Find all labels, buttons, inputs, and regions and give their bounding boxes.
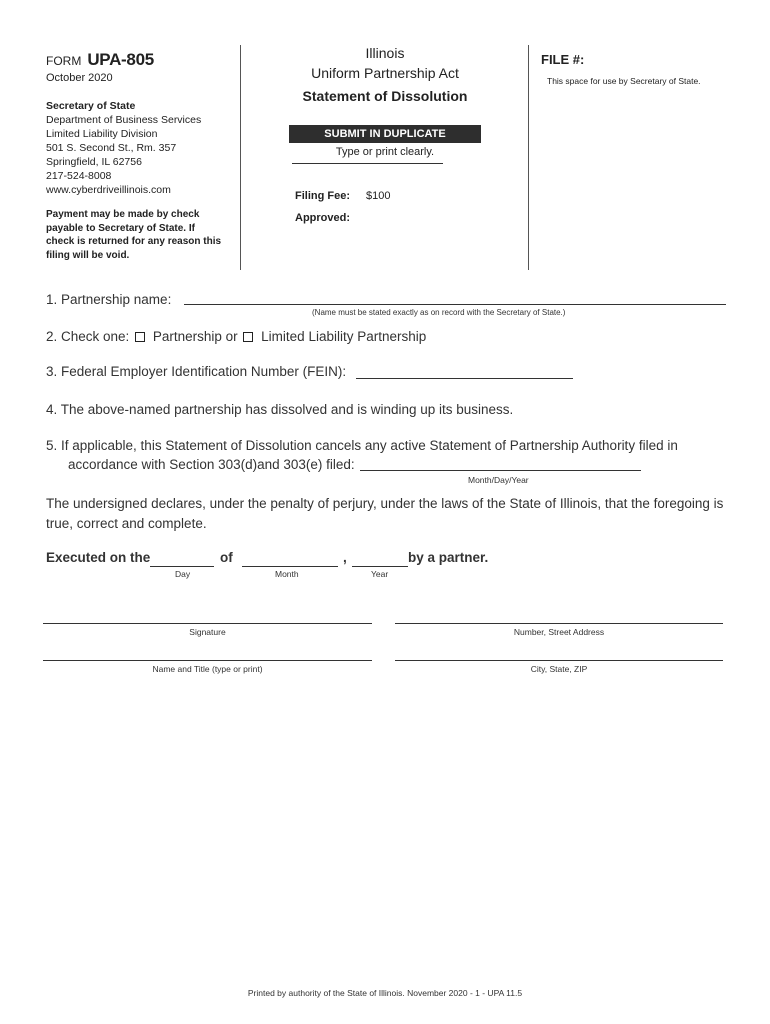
divider-left [240,45,241,270]
item-2-option-2: Limited Liability Partnership [261,329,427,344]
month-label: Month [275,569,299,579]
signature-label: Signature [189,627,226,637]
submit-banner: SUBMIT IN DUPLICATE [289,125,481,143]
act-title: Uniform Partnership Act [311,65,459,81]
sos-line: 217-524-8008 [46,170,112,182]
sopa-date-field[interactable] [360,470,641,471]
signature-field[interactable] [43,623,372,624]
payment-note: Payment may be made by check payable to Secretary of State. If check is returned for any reason this filing will be void. [46,209,222,261]
declaration-text: The undersigned declares, under the penalty of perjury, under the laws of the State of Illinois, that the foregoing is true, correct and complete. [46,496,724,531]
footer-text: Printed by authority of the State of Illinois. November 2020 - 1 - UPA 11.5 [247,988,523,998]
street-address-field[interactable] [395,623,723,624]
sos-address-block [46,99,236,197]
item-2-prefix: 2. Check one: [46,329,130,344]
executed-suffix: by a partner. [408,550,489,565]
executed-comma: , [343,550,347,565]
type-print-note: Type or print clearly. [335,146,435,158]
item-3-label: 3. Federal Employer Identification Number (FEIN): [46,364,347,379]
llp-checkbox[interactable] [243,332,253,342]
item-5-note: Month/Day/Year [468,475,529,485]
name-title-field[interactable] [43,660,372,661]
executed-of: of [220,550,233,565]
form-date: October 2020 [46,72,113,84]
year-field[interactable] [352,566,408,567]
name-title-label: Name and Title (type or print) [152,664,263,674]
executed-prefix: Executed on the [46,550,151,565]
sos-line: Limited Liability Division [46,128,158,140]
approved-label: Approved: [295,212,350,224]
sos-website: www.cyberdriveillinois.com [46,184,171,196]
partnership-name-field[interactable] [184,304,726,305]
type-print-rule [292,163,443,164]
form-number: UPA-805 [87,50,154,69]
item-4-text: 4. The above-named partnership has dissolved and is winding up its business. [46,402,514,417]
item-1-note: (Name must be stated exactly as on record with the Secretary of State.) [312,308,566,317]
sos-line: 501 S. Second St., Rm. 357 [46,142,177,154]
year-label: Year [371,569,389,579]
file-number-label: FILE #: [541,52,585,67]
filing-fee-label: Filing Fee: [295,190,350,202]
form-prefix: FORM [46,54,82,68]
fein-field[interactable] [356,378,573,379]
filing-fee-value: $100 [366,190,391,202]
sos-line: Springfield, IL 62756 [46,156,142,168]
statement-title: Statement of Dissolution [302,88,468,104]
partnership-checkbox[interactable] [135,332,145,342]
file-note: This space for use by Secretary of State. [547,76,701,86]
month-field[interactable] [242,566,338,567]
state-title: Illinois [365,45,405,61]
city-label: City, State, ZIP [530,664,588,674]
day-label: Day [175,569,191,579]
sos-line: Department of Business Services [46,114,202,126]
address-label: Number, Street Address [513,627,605,637]
item-5-line-1: 5. If applicable, this Statement of Dissolution cancels any active Statement of Partnership Authority filed in [46,438,678,453]
sos-title: Secretary of State [46,100,136,112]
divider-right [528,45,529,270]
form-id [46,50,154,70]
item-2-option-1: Partnership or [152,329,238,344]
city-state-zip-field[interactable] [395,660,723,661]
item-5-line-2: accordance with Section 303(d)and 303(e) filed: [68,457,355,472]
item-2 [46,329,426,344]
item-1-label: 1. Partnership name: [46,292,172,307]
day-field[interactable] [150,566,214,567]
